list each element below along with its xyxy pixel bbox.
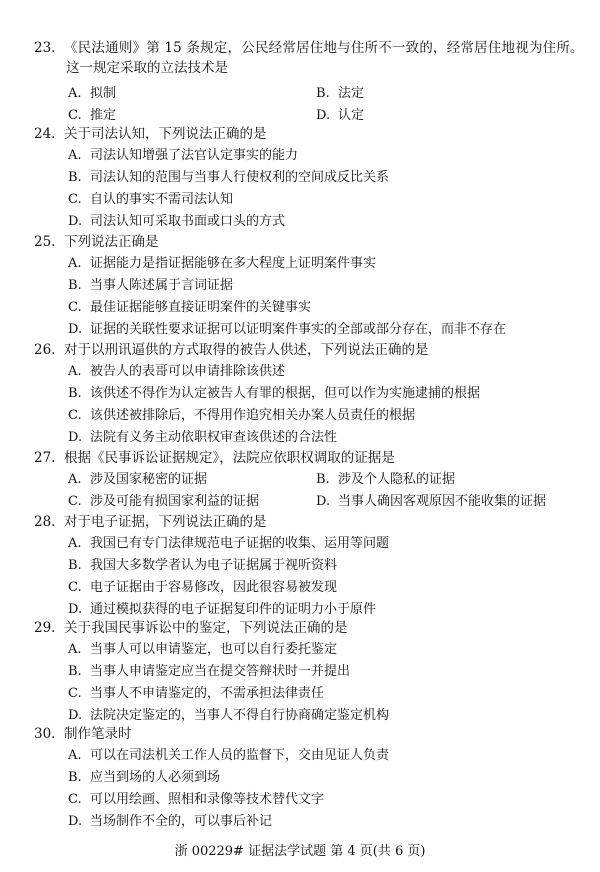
- option-c: C. 该供述被排除后，不得用作追究相关办案人员责任的根据: [68, 408, 416, 423]
- option-a: A. 当事人可以申请鉴定，也可以自行委托鉴定: [68, 642, 338, 657]
- stem-line: 下列说法正确是: [64, 234, 159, 250]
- question-number: 26.: [34, 342, 56, 358]
- option-a: A. 可以在司法机关工作人员的监督下，交由见证人负责: [68, 748, 390, 763]
- question-stem: [64, 618, 584, 638]
- option-c: C. 最佳证据能够直接证明案件的关键事实: [68, 300, 312, 315]
- option-b: B. 应当到场的人必须到场: [68, 770, 221, 785]
- question-stem: [64, 38, 584, 78]
- option-d: D. 法院有义务主动依职权审查该供述的合法性: [68, 430, 338, 445]
- question-number: 24.: [34, 126, 56, 142]
- stem-line: 关于司法认知，下列说法正确的是: [64, 126, 267, 142]
- question-number: 29.: [34, 620, 56, 636]
- page-footer: 浙 00229# 证据法学试题 第 4 页(共 6 页): [174, 844, 426, 859]
- stem-line: 对于以刑讯逼供的方式取得的被告人供述，下列说法正确的是: [64, 342, 429, 358]
- option-c: C. 涉及可能有损国家利益的证据: [68, 494, 260, 509]
- stem-line: 制作笔录时: [64, 726, 132, 742]
- option-c: C. 电子证据由于容易修改，因此很容易被发现: [68, 580, 338, 595]
- option-b: B. 法定: [316, 86, 365, 101]
- option-a: A. 我国已有专门法律规范电子证据的收集、运用等问题: [68, 536, 390, 551]
- question-stem: [64, 124, 584, 144]
- stem-line: 这一规定采取的立法技术是: [66, 60, 228, 76]
- option-d: D. 当事人确因客观原因不能收集的证据: [316, 494, 547, 509]
- option-d: D. 通过模拟获得的电子证据复印件的证明力小于原件: [68, 602, 377, 617]
- option-a: A. 涉及国家秘密的证据: [68, 472, 208, 487]
- option-b: B. 司法认知的范围与当事人行使权利的空间成反比关系: [68, 170, 390, 185]
- question-stem: [64, 340, 584, 360]
- option-b: B. 当事人陈述属于言词证据: [68, 278, 234, 293]
- option-c: C. 自认的事实不需司法认知: [68, 192, 234, 207]
- option-d: D. 认定: [316, 108, 365, 123]
- question-number: 25.: [34, 234, 56, 250]
- question-stem: [64, 448, 584, 468]
- option-d: D. 法院决定鉴定的，当事人不得自行协商确定鉴定机构: [68, 708, 390, 723]
- option-a: A. 司法认知增强了法官认定事实的能力: [68, 148, 299, 163]
- option-b: B. 该供述不得作为认定被告人有罪的根据，但可以作为实施逮捕的根据: [68, 386, 481, 401]
- stem-line: 关于我国民事诉讼中的鉴定，下列说法正确的是: [64, 620, 348, 636]
- option-b: B. 涉及个人隐私的证据: [316, 472, 456, 487]
- question-number: 27.: [34, 450, 56, 466]
- option-b: B. 当事人申请鉴定应当在提交答辩状时一并提出: [68, 664, 351, 679]
- stem-line: 根据《民事诉讼证据规定》，法院应依职权调取的证据是: [64, 450, 395, 466]
- question-number: 23.: [34, 40, 56, 56]
- question-stem: [64, 232, 584, 252]
- option-a: A. 证据能力是指证据能够在多大程度上证明案件事实: [68, 256, 377, 271]
- option-d: D. 证据的关联性要求证据可以证明案件事实的全部或部分存在，而非不存在: [68, 322, 507, 337]
- option-d: D. 当场制作不全的，可以事后补记: [68, 814, 273, 829]
- option-d: D. 司法认知可采取书面或口头的方式: [68, 214, 286, 229]
- option-b: B. 我国大多数学者认为电子证据属于视听资料: [68, 558, 338, 573]
- question-stem: [64, 512, 584, 532]
- question-number: 28.: [34, 514, 56, 530]
- option-c: C. 推定: [68, 108, 117, 123]
- stem-line: 《民法通则》第 15 条规定，公民经常居住地与住所不一致的，经常居住地视为住所。: [64, 40, 584, 56]
- option-a: A. 拟制: [68, 86, 117, 101]
- option-c: C. 当事人不申请鉴定的，不需承担法律责任: [68, 686, 325, 701]
- option-c: C. 可以用绘画、照相和录像等技术替代文字: [68, 792, 325, 807]
- option-a: A. 被告人的表哥可以申请排除该供述: [68, 364, 286, 379]
- question-stem: [64, 724, 584, 744]
- question-number: 30.: [34, 726, 56, 742]
- stem-line: 对于电子证据，下列说法正确的是: [64, 514, 267, 530]
